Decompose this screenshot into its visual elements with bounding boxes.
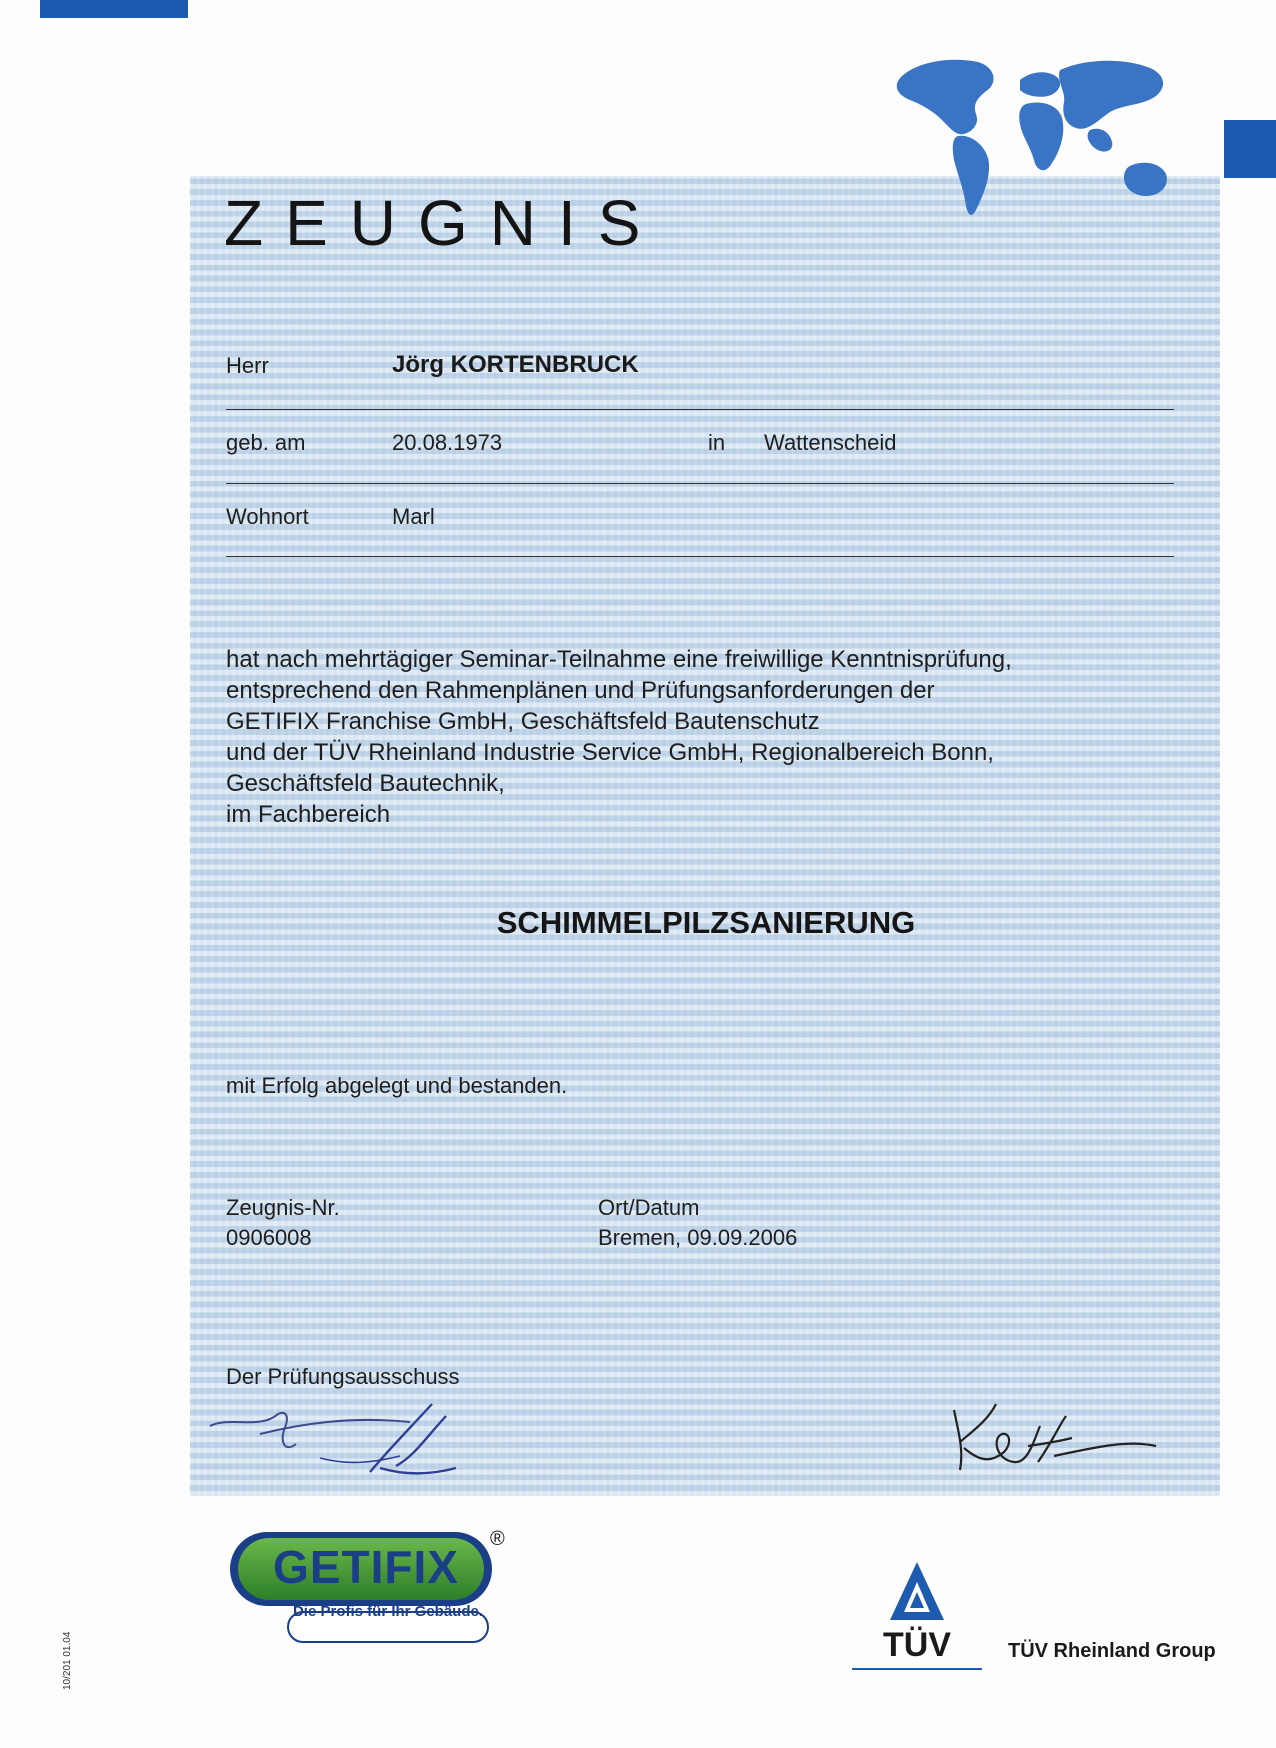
- body-line: und der TÜV Rheinland Industrie Service GmbH, Regionalbereich Bonn,: [226, 739, 994, 766]
- registered-mark: ®: [490, 1528, 505, 1550]
- body-line: im Fachbereich: [226, 801, 391, 828]
- top-accent-bar: [40, 0, 188, 18]
- recipient-name: Jörg KORTENBRUCK: [392, 351, 639, 378]
- tuv-group-label: TÜV Rheinland Group: [1008, 1640, 1216, 1662]
- certificate-number-label: Zeugnis-Nr.: [226, 1195, 340, 1220]
- certificate-number-value: 0906008: [226, 1225, 312, 1250]
- residence-label: Wohnort: [226, 504, 309, 529]
- certificate-body-text: [226, 644, 1186, 830]
- birth-place-value: Wattenscheid: [764, 430, 897, 455]
- residence-value: Marl: [392, 504, 435, 529]
- body-line: hat nach mehrtägiger Seminar-Teilnahme eine freiwillige Kenntnisprüfung,: [226, 646, 1012, 673]
- salutation-label: Herr: [226, 353, 269, 378]
- result-text: mit Erfolg abgelegt und bestanden.: [226, 1073, 568, 1098]
- signature-right: [930, 1390, 1170, 1490]
- getifix-logo-text: GETIFIX: [273, 1541, 459, 1593]
- right-accent-bar: [1224, 120, 1276, 178]
- committee-label: Der Prüfungsausschuss: [226, 1364, 460, 1389]
- divider-line: [226, 409, 1174, 410]
- birth-date-label: geb. am: [226, 430, 306, 455]
- subject-heading: SCHIMMELPILZSANIERUNG: [496, 905, 916, 940]
- divider-line: [226, 483, 1174, 484]
- divider-line: [226, 556, 1174, 557]
- body-line: GETIFIX Franchise GmbH, Geschäftsfeld Bautenschutz: [226, 708, 820, 735]
- place-date-label: Ort/Datum: [598, 1195, 700, 1220]
- world-map-icon: [880, 40, 1180, 230]
- place-date-value: Bremen, 09.09.2006: [598, 1225, 798, 1250]
- birth-date-value: 20.08.1973: [392, 430, 503, 455]
- body-line: entsprechend den Rahmenplänen und Prüfungsanforderungen der: [226, 677, 935, 704]
- certificate-title: ZEUGNIS: [224, 187, 663, 259]
- watermark-panel: [190, 176, 1220, 1496]
- form-code: 10/201 01.04: [62, 1631, 73, 1690]
- signature-left: [200, 1386, 500, 1496]
- body-line: Geschäftsfeld Bautechnik,: [226, 770, 505, 797]
- getifix-tagline: Die Profis für Ihr Gebäude.: [292, 1603, 484, 1620]
- birth-place-label: in: [708, 430, 726, 455]
- tuv-logo-text: TÜV: [883, 1626, 951, 1664]
